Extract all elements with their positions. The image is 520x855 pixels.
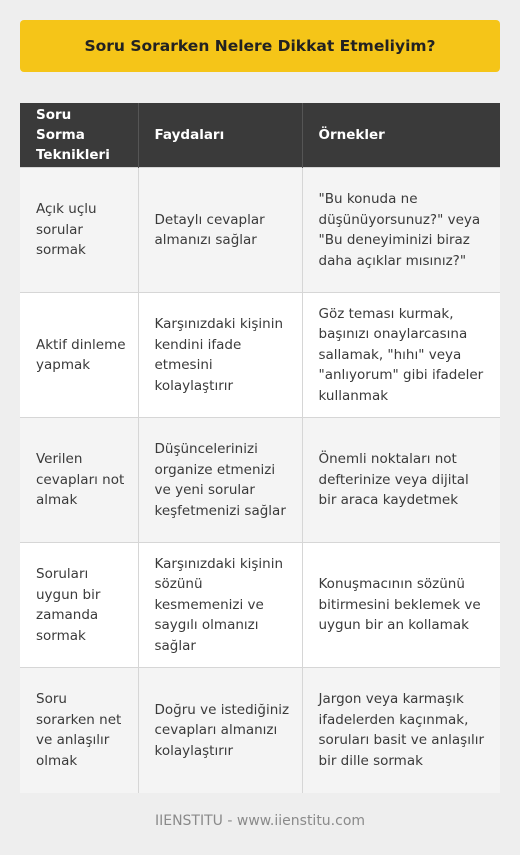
example-cell: Konuşmacının sözünü bitirmesini beklemek ve uygun bir an kollamak: [302, 543, 500, 668]
title-banner: [20, 20, 500, 72]
footer-credit: IIENSTITU - www.iienstitu.com: [154, 813, 366, 829]
table-header-row: [20, 103, 500, 168]
benefit-cell: Düşüncelerinizi organize etmenizi ve yeni sorular keşfetmenizi sağlar: [138, 418, 302, 543]
table-row: [20, 668, 500, 793]
benefit-cell: Karşınızdaki kişinin sözünü kesmemenizi ve saygılı olmanızı sağlar: [138, 543, 302, 668]
techniques-table: [20, 103, 500, 793]
example-cell: "Bu konuda ne düşünüyorsunuz?" veya "Bu deneyiminizi biraz daha açıklar mısınız?": [302, 168, 500, 293]
table-row: [20, 168, 500, 293]
technique-cell: Verilen cevapları not almak: [20, 418, 138, 543]
technique-cell: Soru sorarken net ve anlaşılır olmak: [20, 668, 138, 793]
benefit-cell: Karşınızdaki kişinin kendini ifade etmesini kolaylaştırır: [138, 293, 302, 418]
header-techniques: Soru Sorma Teknikleri: [20, 103, 138, 168]
example-cell: Göz teması kurmak, başınızı onaylarcasına sallamak, "hıhı" veya "anlıyorum" gibi ifadeler kullanmak: [302, 293, 500, 418]
technique-cell: Aktif dinleme yapmak: [20, 293, 138, 418]
header-examples: Örnekler: [302, 103, 500, 168]
example-cell: Jargon veya karmaşık ifadelerden kaçınmak, soruları basit ve anlaşılır bir dille sormak: [302, 668, 500, 793]
table-row: [20, 543, 500, 668]
technique-cell: Açık uçlu sorular sormak: [20, 168, 138, 293]
technique-cell: Soruları uygun bir zamanda sormak: [20, 543, 138, 668]
header-benefits: Faydaları: [138, 103, 302, 168]
example-cell: Önemli noktaları not defterinize veya dijital bir araca kaydetmek: [302, 418, 500, 543]
benefit-cell: Detaylı cevaplar almanızı sağlar: [138, 168, 302, 293]
table-row: [20, 418, 500, 543]
page-title: Soru Sorarken Nelere Dikkat Etmeliyim?: [84, 37, 436, 55]
benefit-cell: Doğru ve istediğiniz cevapları almanızı kolaylaştırır: [138, 668, 302, 793]
table-row: [20, 293, 500, 418]
